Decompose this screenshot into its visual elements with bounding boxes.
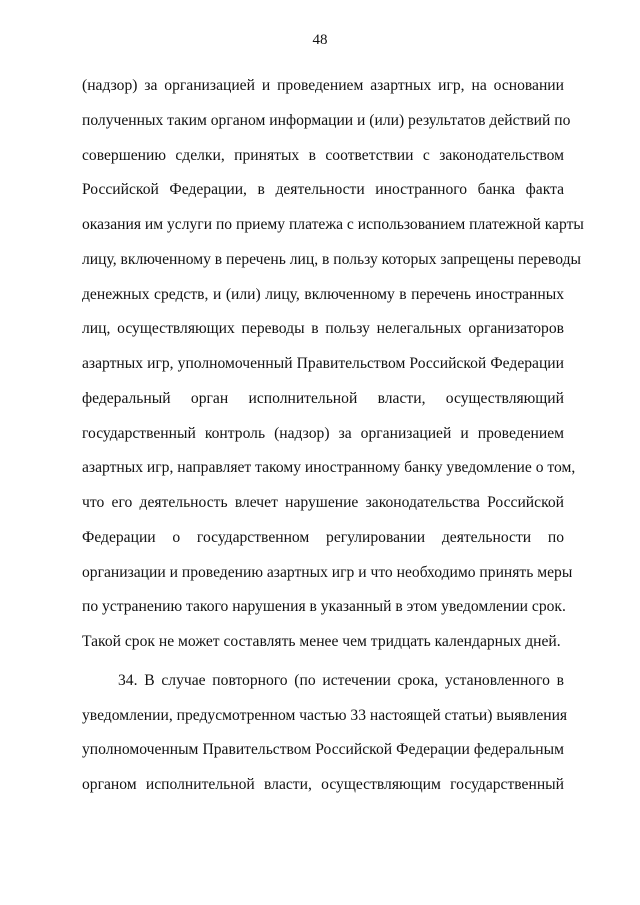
paragraph-item-34 xyxy=(82,664,568,803)
text-line: уполномоченным Правительством Российской Федерации федеральным xyxy=(82,741,564,759)
text-line: Такой срок не может составлять менее чем тридцать календарных дней. xyxy=(82,633,561,650)
text-line: лицу, включенному в перечень лиц, в пользу которых запрещены переводы xyxy=(82,250,581,268)
text-line: совершению сделки, принятых в соответствии с законодательством xyxy=(82,146,564,164)
page-number: 48 xyxy=(312,32,328,48)
text-line: государственный контроль (надзор) за организацией и проведением xyxy=(82,424,564,442)
text-line: денежных средств, и (или) лицу, включенному в перечень иностранных xyxy=(82,285,564,303)
text-line: азартных игр, уполномоченный Правительством Российской Федерации xyxy=(82,355,564,372)
text-line: органом исполнительной власти, осуществляющим государственный xyxy=(82,776,564,793)
text-line: Российской Федерации, в деятельности иностранного банка факта xyxy=(82,181,564,199)
text-line: лиц, осуществляющих переводы в пользу нелегальных организаторов xyxy=(82,320,564,338)
text-line: уведомлении, предусмотренном частью 33 настоящей статьи) выявления xyxy=(82,706,568,724)
text-line: что его деятельность влечет нарушение законодательства Российской xyxy=(82,494,564,511)
text-line: (надзор) за организацией и проведением азартных игр, на основании xyxy=(82,77,564,94)
paragraph-continuation xyxy=(82,69,584,660)
text-line: по устранению такого нарушения в указанный в этом уведомлении срок. xyxy=(82,598,566,616)
text-line: оказания им услуги по приему платежа с использованием платежной карты xyxy=(82,216,584,233)
text-line: организации и проведению азартных игр и что необходимо принять меры xyxy=(82,563,573,581)
text-line: Федерации о государственном регулировании деятельности по xyxy=(82,528,564,546)
text-line: азартных игр, направляет такому иностранному банку уведомление о том, xyxy=(82,459,576,477)
document-body xyxy=(82,69,584,803)
text-line: полученных таким органом информации и (или) результатов действий по xyxy=(82,111,571,129)
text-line: 34. В случае повторного (по истечении срока, установленного в xyxy=(118,671,564,689)
text-line: федеральный орган исполнительной власти, осуществляющий xyxy=(82,389,564,407)
